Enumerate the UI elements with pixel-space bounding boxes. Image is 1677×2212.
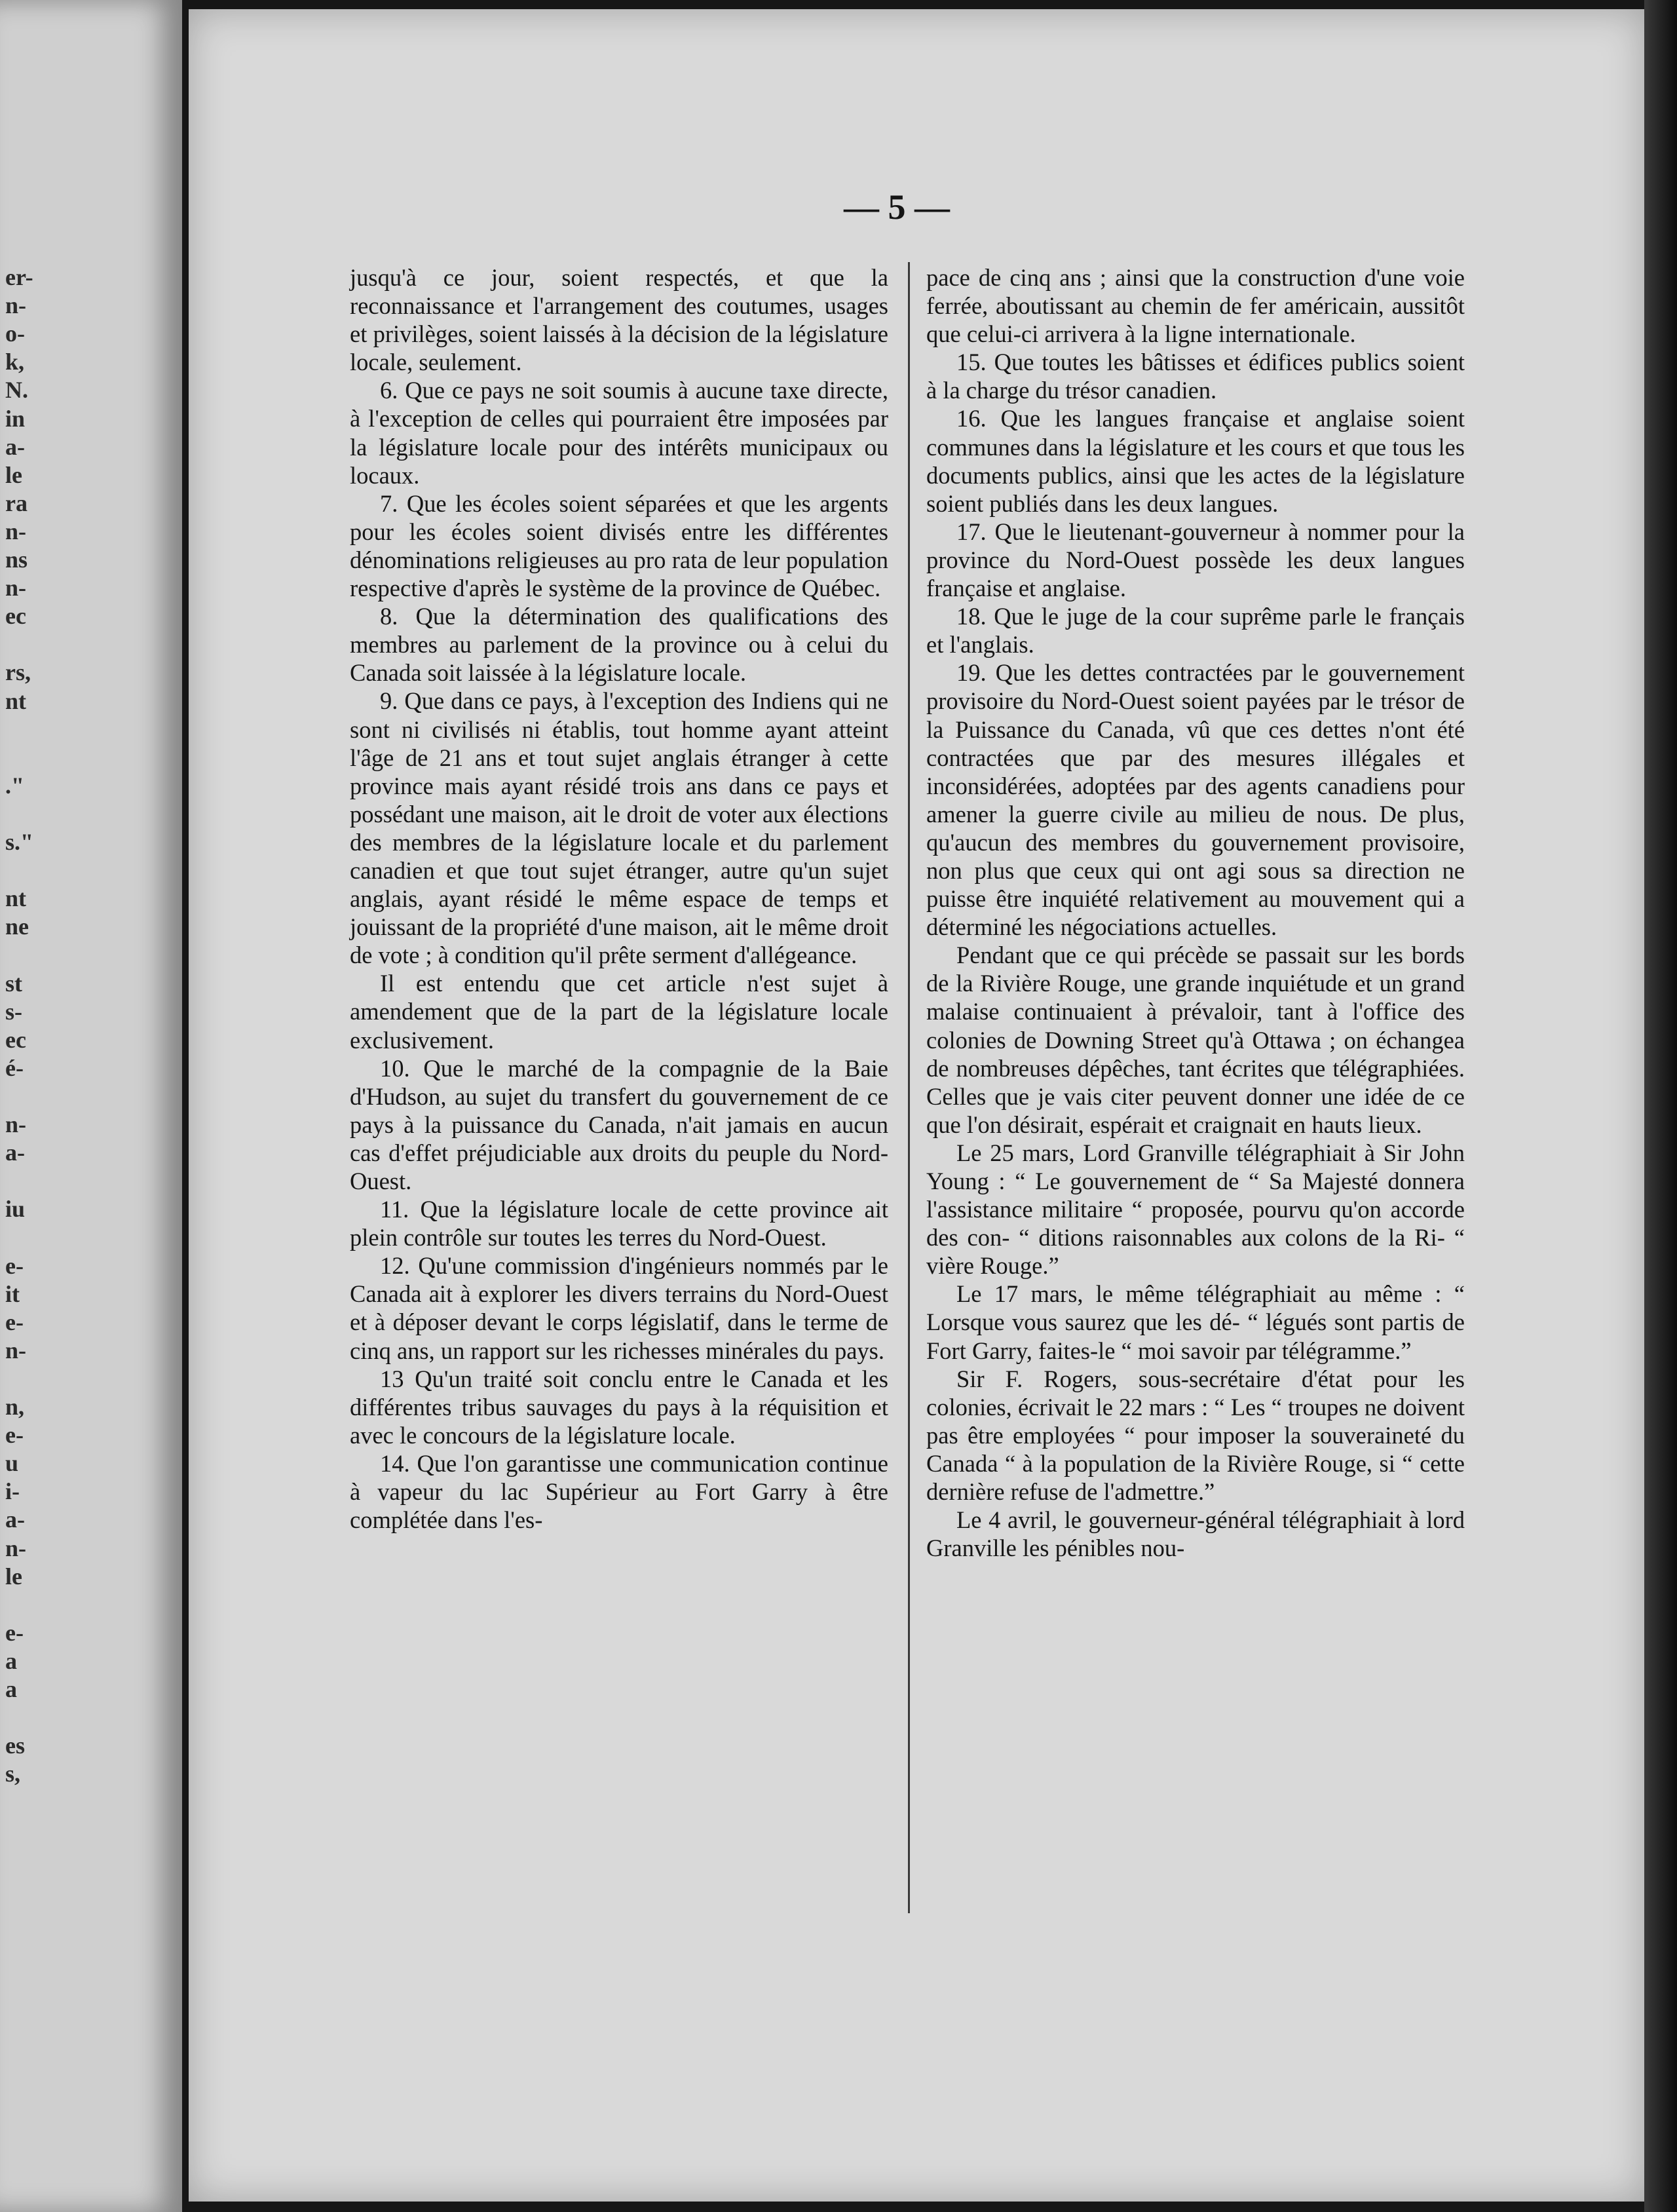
- left-page-fragment: n-: [5, 1111, 27, 1137]
- left-page-fragment: a-: [5, 1506, 25, 1533]
- paragraph-p11: 11. Que la législature locale de cette province ait plein contrôle sur toutes les terres du Nord-Ouest.: [350, 1196, 888, 1251]
- left-page-fragment: n,: [5, 1394, 25, 1420]
- left-page-fragment: nt: [5, 687, 27, 714]
- column-divider: [908, 262, 910, 1913]
- paragraph-p20: Pendant que ce qui précède se passait sur les bords de la Rivière Rouge, une grande inquiétude et un grand malaise continuaient à prévaloir, tant à l'office des colonies de Downing Street qu'à Ottawa ; on échangea de nombreuses dépêches, tant écrites que télégraphiées. Celles que je vais citer peuvent donner une idée de ce que l'on désirait, espérait et craignait en hauts lieux.: [926, 942, 1465, 1138]
- paragraph-p17: 17. Que le lieutenant-gouverneur à nommer pour la province du Nord-Ouest possède les deux langues française et anglaise.: [926, 518, 1465, 602]
- left-page-fragment: é-: [5, 1054, 24, 1081]
- left-page-fragment: a: [5, 1647, 17, 1674]
- paragraph-p16: 16. Que les langues française et anglaise soient communes dans la législature et les cours et que tous les documents publics, ainsi que les actes de la législature soient publiés dans les deux langues.: [926, 405, 1465, 517]
- paragraph-p15: 15. Que toutes les bâtisses et édifices publics soient à la charge du trésor canadien.: [926, 349, 1465, 404]
- left-page-fragment: it: [5, 1280, 20, 1307]
- left-page-fragment: e-: [5, 1252, 24, 1279]
- left-page-fragment: n-: [5, 292, 27, 319]
- left-page-fragment: .": [5, 772, 24, 799]
- left-page-fragment: le: [5, 461, 22, 488]
- left-page-fragment: ne: [5, 913, 29, 940]
- right-column: [926, 263, 1465, 1562]
- paragraph-p6: 6. Que ce pays ne soit soumis à aucune taxe directe, à l'exception de celles qui pourraient être imposées par la législature locale pour des intérêts municipaux ou locaux.: [350, 377, 888, 489]
- left-page-fragment: e-: [5, 1308, 24, 1335]
- left-page-fragment: er-: [5, 264, 33, 290]
- page-number: — 5 —: [844, 187, 950, 227]
- left-page-fragment: n-: [5, 1535, 27, 1561]
- paragraph-p23: Sir F. Rogers, sous-secrétaire d'état pour les colonies, écrivait le 22 mars : “ Les “ troupes ne doivent pas être employées “ pour imposer la souveraineté du Canada “ à la population de la Rivière Rouge, si “ cette dernière refuse de l'admettre.”: [926, 1365, 1465, 1506]
- paragraph-p14-cont: pace de cinq ans ; ainsi que la construction d'une voie ferrée, aboutissant au chemin de fer américain, aussitôt que celui-ci arrivera à la ligne internationale.: [926, 264, 1465, 348]
- left-page-fragment: ec: [5, 1026, 26, 1053]
- paragraph-p7: 7. Que les écoles soient séparées et que les argents pour les écoles soient divisés entre les différentes dénominations religieuses au pro rata de leur population respective d'après le système de la province de Québec.: [350, 489, 888, 602]
- paragraph-p18: 18. Que le juge de la cour suprême parle le français et l'anglais.: [926, 603, 1465, 658]
- left-page-fragment: st: [5, 970, 22, 997]
- paragraph-p24: Le 4 avril, le gouverneur-général télégraphiait à lord Granville les pénibles nou-: [926, 1506, 1465, 1562]
- paragraph-p10: 10. Que le marché de la compagnie de la Baie d'Hudson, au sujet du transfert du gouvernement de ce pays à la puissance du Canada, n'ait jamais en aucun cas d'effet préjudiciable aux droits du peuple du Nord-Ouest.: [350, 1054, 888, 1194]
- left-page-fragment: a: [5, 1676, 17, 1702]
- paragraph-p5-cont: jusqu'à ce jour, soient respectés, et que la reconnaissance et l'arrangement des coutumes, usages et privilèges, soient laissés à la décision de la législature locale, seulement.: [350, 264, 888, 376]
- left-page-fragment: ns: [5, 546, 28, 573]
- left-page-fragment: rs,: [5, 659, 31, 686]
- left-page-fragment: k,: [5, 349, 25, 375]
- paragraph-p13: 13 Qu'un traité soit conclu entre le Canada et les différentes tribus sauvages du pays à la réquisition et avec le concours de la législature locale.: [350, 1365, 888, 1449]
- left-page-fragment: le: [5, 1563, 22, 1590]
- left-page-fragment: e-: [5, 1422, 24, 1449]
- left-page-fragment: i-: [5, 1478, 20, 1505]
- paragraph-p14: 14. Que l'on garantisse une communication continue à vapeur du lac Supérieur au Fort Garry à être complétée dans l'es-: [350, 1449, 888, 1534]
- paragraph-p19: 19. Que les dettes contractées par le gouvernement provisoire du Nord-Ouest soient payées par le trésor de la Puissance du Canada, vû que ces dettes n'ont été contractées que par des mesures illégales et inconsidérées, adoptées par des agents canadiens pour amener la guerre civile au milieu de nous. De plus, qu'aucun des membres du gouvernement provisoire, non plus que ceux qui ont agi sous sa direction ne puisse être inquiété relativement au mouvement qui a déterminé les négociations actuelles.: [926, 659, 1465, 941]
- left-page-fragment: s,: [5, 1761, 21, 1787]
- left-page-fragment: u: [5, 1450, 19, 1477]
- paragraph-p9: 9. Que dans ce pays, à l'exception des Indiens qui ne sont ni civilisés ni établis, tout homme ayant atteint l'âge de 21 ans et tout sujet anglais étranger à cette province mais ayant résidé trois ans dans ce pays et possédant une maison, ait le droit de voter aux élections des membres de la législature locale et du parlement canadien et que tout sujet étranger, autre qu'un sujet anglais, ayant résidé le même espace de temps et jouissant de la propriété d'une maison, ait le même droit de vote ; à condition qu'il prête serment d'allégeance.: [350, 687, 888, 969]
- left-page-fragment: e-: [5, 1619, 24, 1646]
- left-page-fragment: a-: [5, 433, 25, 460]
- paragraph-p8: 8. Que la détermination des qualifications des membres au parlement de la province ou à celui du Canada soit laissée à la législature locale.: [350, 603, 888, 687]
- paragraph-p21: Le 25 mars, Lord Granville télégraphiait à Sir John Young : “ Le gouvernement de “ Sa Majesté donnera l'assistance militaire “ proposée, pourvu qu'on accorde des con- “ ditions raisonnables aux colons de la Ri- “ vière Rouge.”: [926, 1139, 1465, 1280]
- left-facing-page: [0, 0, 182, 2212]
- left-page-fragment: nt: [5, 885, 27, 912]
- paragraph-p12: 12. Qu'une commission d'ingénieurs nommés par le Canada ait à explorer les divers terrains du Nord-Ouest et à déposer devant le corps législatif, dans le terme de cinq ans, un rapport sur les richesses minérales du pays.: [350, 1252, 888, 1364]
- left-column: [350, 263, 888, 1534]
- paragraph-p9b: Il est entendu que cet article n'est sujet à amendement que de la part de la législature locale exclusivement.: [350, 970, 888, 1054]
- left-page-fragment: n-: [5, 518, 27, 544]
- left-page-fragment: iu: [5, 1196, 26, 1223]
- left-page-fragment: in: [5, 405, 26, 432]
- left-page-fragment: s.": [5, 829, 33, 855]
- left-page-fragment: ec: [5, 603, 26, 630]
- paragraph-p22: Le 17 mars, le même télégraphiait au même : “ Lorsque vous saurez que les dé- “ légués sont partis de Fort Garry, faites-le “ moi savoir par télégramme.”: [926, 1280, 1465, 1364]
- left-page-fragment: a-: [5, 1139, 25, 1166]
- left-page-fragment: es: [5, 1732, 25, 1759]
- binding-shadow: [1644, 0, 1677, 2212]
- left-page-fragment: s-: [5, 998, 22, 1025]
- left-page-fragment: n-: [5, 575, 27, 601]
- left-page-fragment: ra: [5, 489, 28, 516]
- left-page-fragment: N.: [5, 377, 28, 404]
- left-page-fragment: n-: [5, 1337, 27, 1363]
- left-page-fragment: o-: [5, 320, 25, 347]
